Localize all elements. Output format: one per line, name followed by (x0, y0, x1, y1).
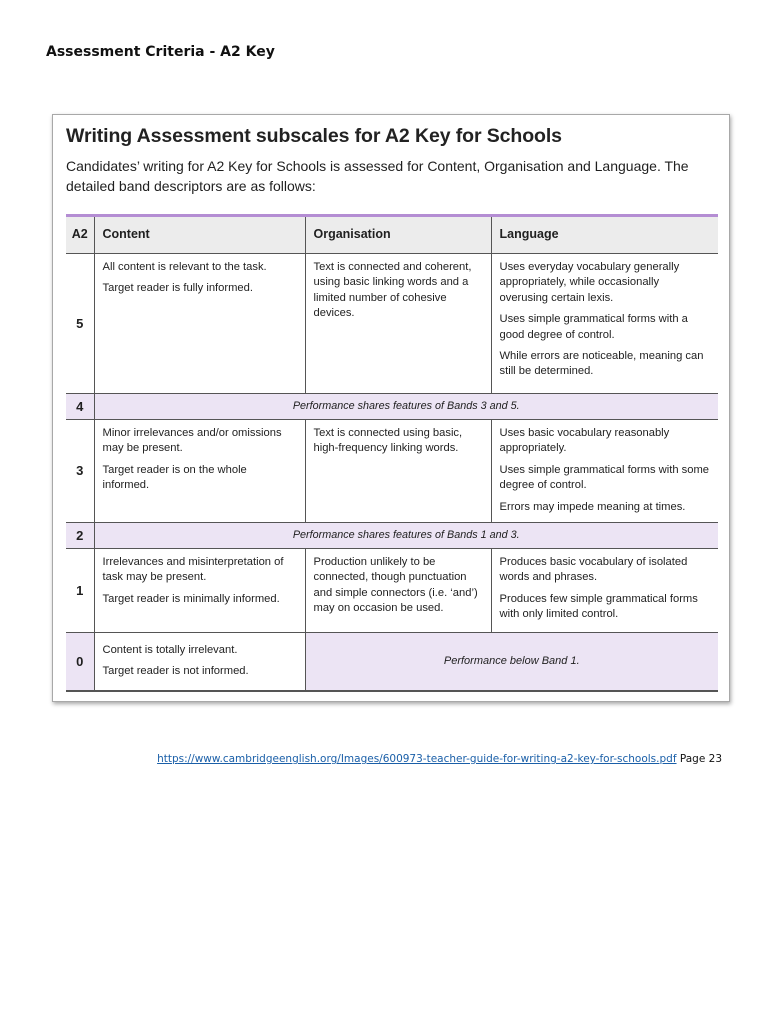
table-row (66, 254, 718, 394)
descriptor: Uses simple grammatical forms with a good degree of control. (499, 313, 688, 341)
descriptor: All content is relevant to the task. (102, 261, 267, 273)
language-cell (491, 420, 718, 523)
descriptor: Uses simple grammatical forms with some degree of control. (499, 463, 710, 492)
band-number: 0 (66, 633, 94, 691)
descriptor: Target reader is not informed. (102, 665, 249, 678)
table-row (66, 420, 718, 523)
descriptor: Production unlikely to be connected, though punctuation and simple connectors (i.e. ‘and’) may on occasion be used. (313, 556, 478, 615)
descriptor: Uses everyday vocabulary generally appropriately, while occasionally overusing certain lexis. (499, 261, 680, 304)
content-cell (94, 633, 305, 691)
content-cell (94, 420, 305, 523)
language-cell (491, 254, 718, 394)
band-number: 1 (66, 549, 94, 633)
page-heading: Assessment Criteria - A2 Key (46, 44, 275, 60)
descriptor: Irrelevances and misinterpretation of task may be present. (102, 556, 284, 584)
header-language: Language (491, 216, 718, 254)
table-row (66, 549, 718, 633)
descriptor: Text is connected using basic, high-frequency linking words. (313, 427, 463, 455)
descriptor: Text is connected and coherent, using basic linking words and a limited number of cohesive devices. (313, 261, 472, 320)
descriptor: Errors may impede meaning at times. (499, 500, 686, 513)
header-content: Content (94, 216, 305, 254)
assessment-figure (52, 114, 730, 702)
organisation-cell (305, 254, 491, 394)
content-cell (94, 549, 305, 633)
source-line (157, 753, 722, 765)
descriptor: Uses basic vocabulary reasonably appropriately. (499, 427, 670, 455)
band-note: Performance shares features of Bands 3 and 5. (94, 394, 718, 420)
table-row (66, 633, 718, 691)
language-cell (491, 549, 718, 633)
figure-intro: Candidates’ writing for A2 Key for Schools is assessed for Content, Organisation and Language. The detailed band descriptors are as follows: (66, 158, 689, 194)
band-number: 5 (66, 254, 94, 394)
band-number: 3 (66, 420, 94, 523)
descriptor: Content is totally irrelevant. (102, 643, 238, 656)
band-number: 4 (66, 394, 94, 420)
descriptor: Target reader is minimally informed. (102, 592, 280, 605)
source-link[interactable]: https://www.cambridgeenglish.org/Images/600973-teacher-guide-for-writing-a2-key-for-schools.pdf (157, 753, 677, 765)
band-number: 2 (66, 523, 94, 549)
criteria-table (66, 214, 718, 692)
band-note: Performance shares features of Bands 1 and 3. (94, 523, 718, 549)
descriptor: While errors are noticeable, meaning can still be determined. (499, 350, 704, 378)
organisation-cell (305, 549, 491, 633)
table-header-row (66, 216, 718, 254)
content-cell (94, 254, 305, 394)
descriptor: Produces basic vocabulary of isolated words and phrases. (499, 556, 688, 584)
band-note: Performance below Band 1. (305, 633, 718, 691)
page-number: Page 23 (679, 753, 722, 765)
header-organisation: Organisation (305, 216, 491, 254)
header-band: A2 (66, 216, 94, 254)
figure-title: Writing Assessment subscales for A2 Key for Schools (66, 125, 562, 147)
descriptor: Produces few simple grammatical forms with only limited control. (499, 592, 698, 621)
descriptor: Target reader is on the whole informed. (102, 463, 247, 492)
descriptor: Target reader is fully informed. (102, 282, 253, 295)
descriptor: Minor irrelevances and/or omissions may be present. (102, 427, 282, 455)
table-row (66, 523, 718, 549)
table-row (66, 394, 718, 420)
organisation-cell (305, 420, 491, 523)
